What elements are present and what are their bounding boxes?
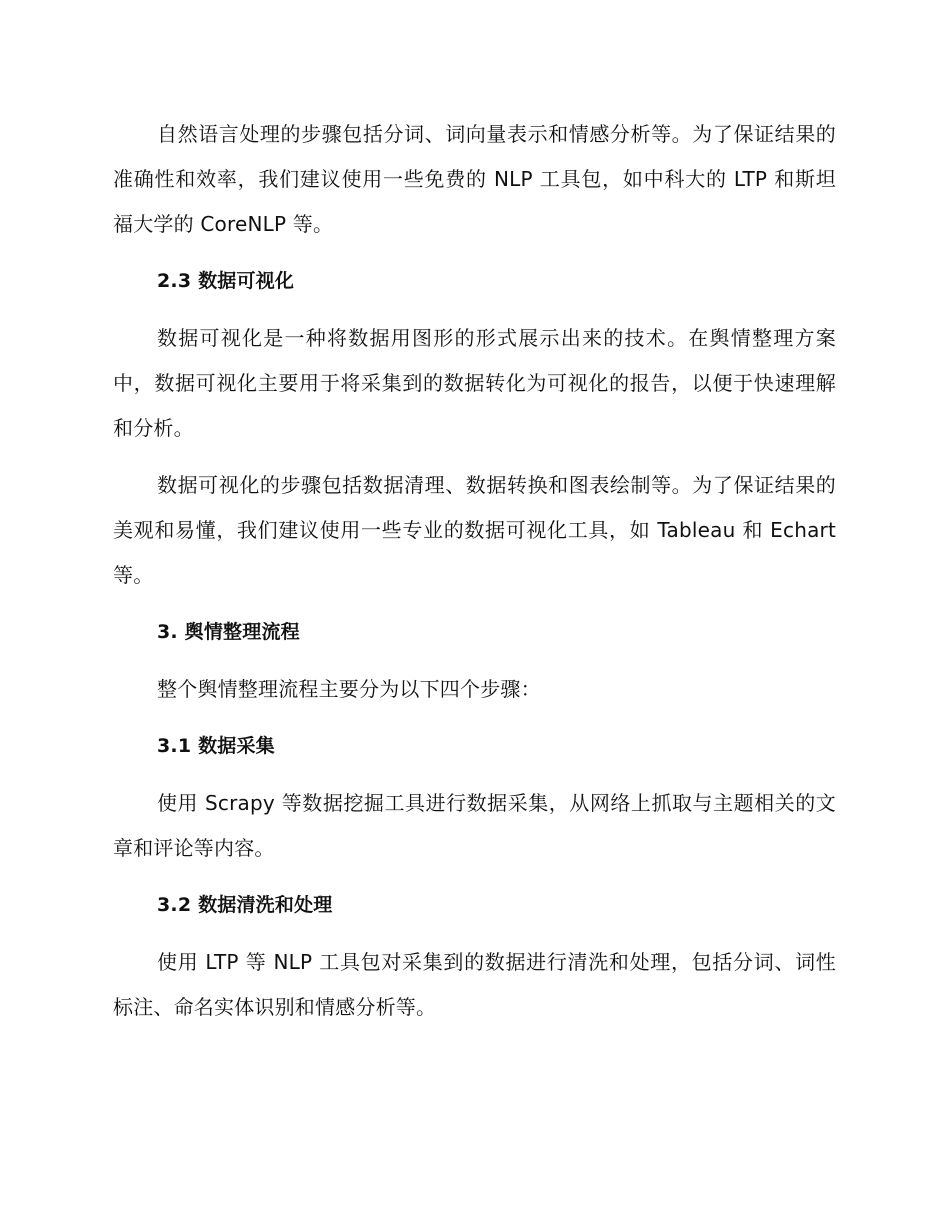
heading-3-workflow: 3. 舆情整理流程 [157,621,300,643]
heading-2-3-data-visualization: 2.3 数据可视化 [157,270,295,292]
paragraph-data-cleaning: 使用 LTP 等 NLP 工具包对采集到的数据进行清洗和处理，包括分词、词性标注、命名实体识别和情感分析等。 [113,950,836,1019]
paragraph-nlp-steps: 自然语言处理的步骤包括分词、词向量表示和情感分析等。为了保证结果的准确性和效率，我们建议使用一些免费的 NLP 工具包，如中科大的 LTP 和斯坦福大学的 CoreNLP 等。 [113,122,836,236]
paragraph-data-collection: 使用 Scrapy 等数据挖掘工具进行数据采集，从网络上抓取与主题相关的文章和评论等内容。 [113,791,836,860]
heading-3-2-data-cleaning: 3.2 数据清洗和处理 [157,894,333,916]
paragraph-workflow-intro: 整个舆情整理流程主要分为以下四个步骤： [157,677,541,701]
paragraph-visualization-steps: 数据可视化的步骤包括数据清理、数据转换和图表绘制等。为了保证结果的美观和易懂，我们建议使用一些专业的数据可视化工具，如 Tableau 和 Echart 等。 [113,473,836,587]
heading-3-1-data-collection: 3.1 数据采集 [157,735,275,757]
paragraph-visualization-definition: 数据可视化是一种将数据用图形的形式展示出来的技术。在舆情整理方案中，数据可视化主要用于将采集到的数据转化为可视化的报告，以便于快速理解和分析。 [113,326,836,440]
